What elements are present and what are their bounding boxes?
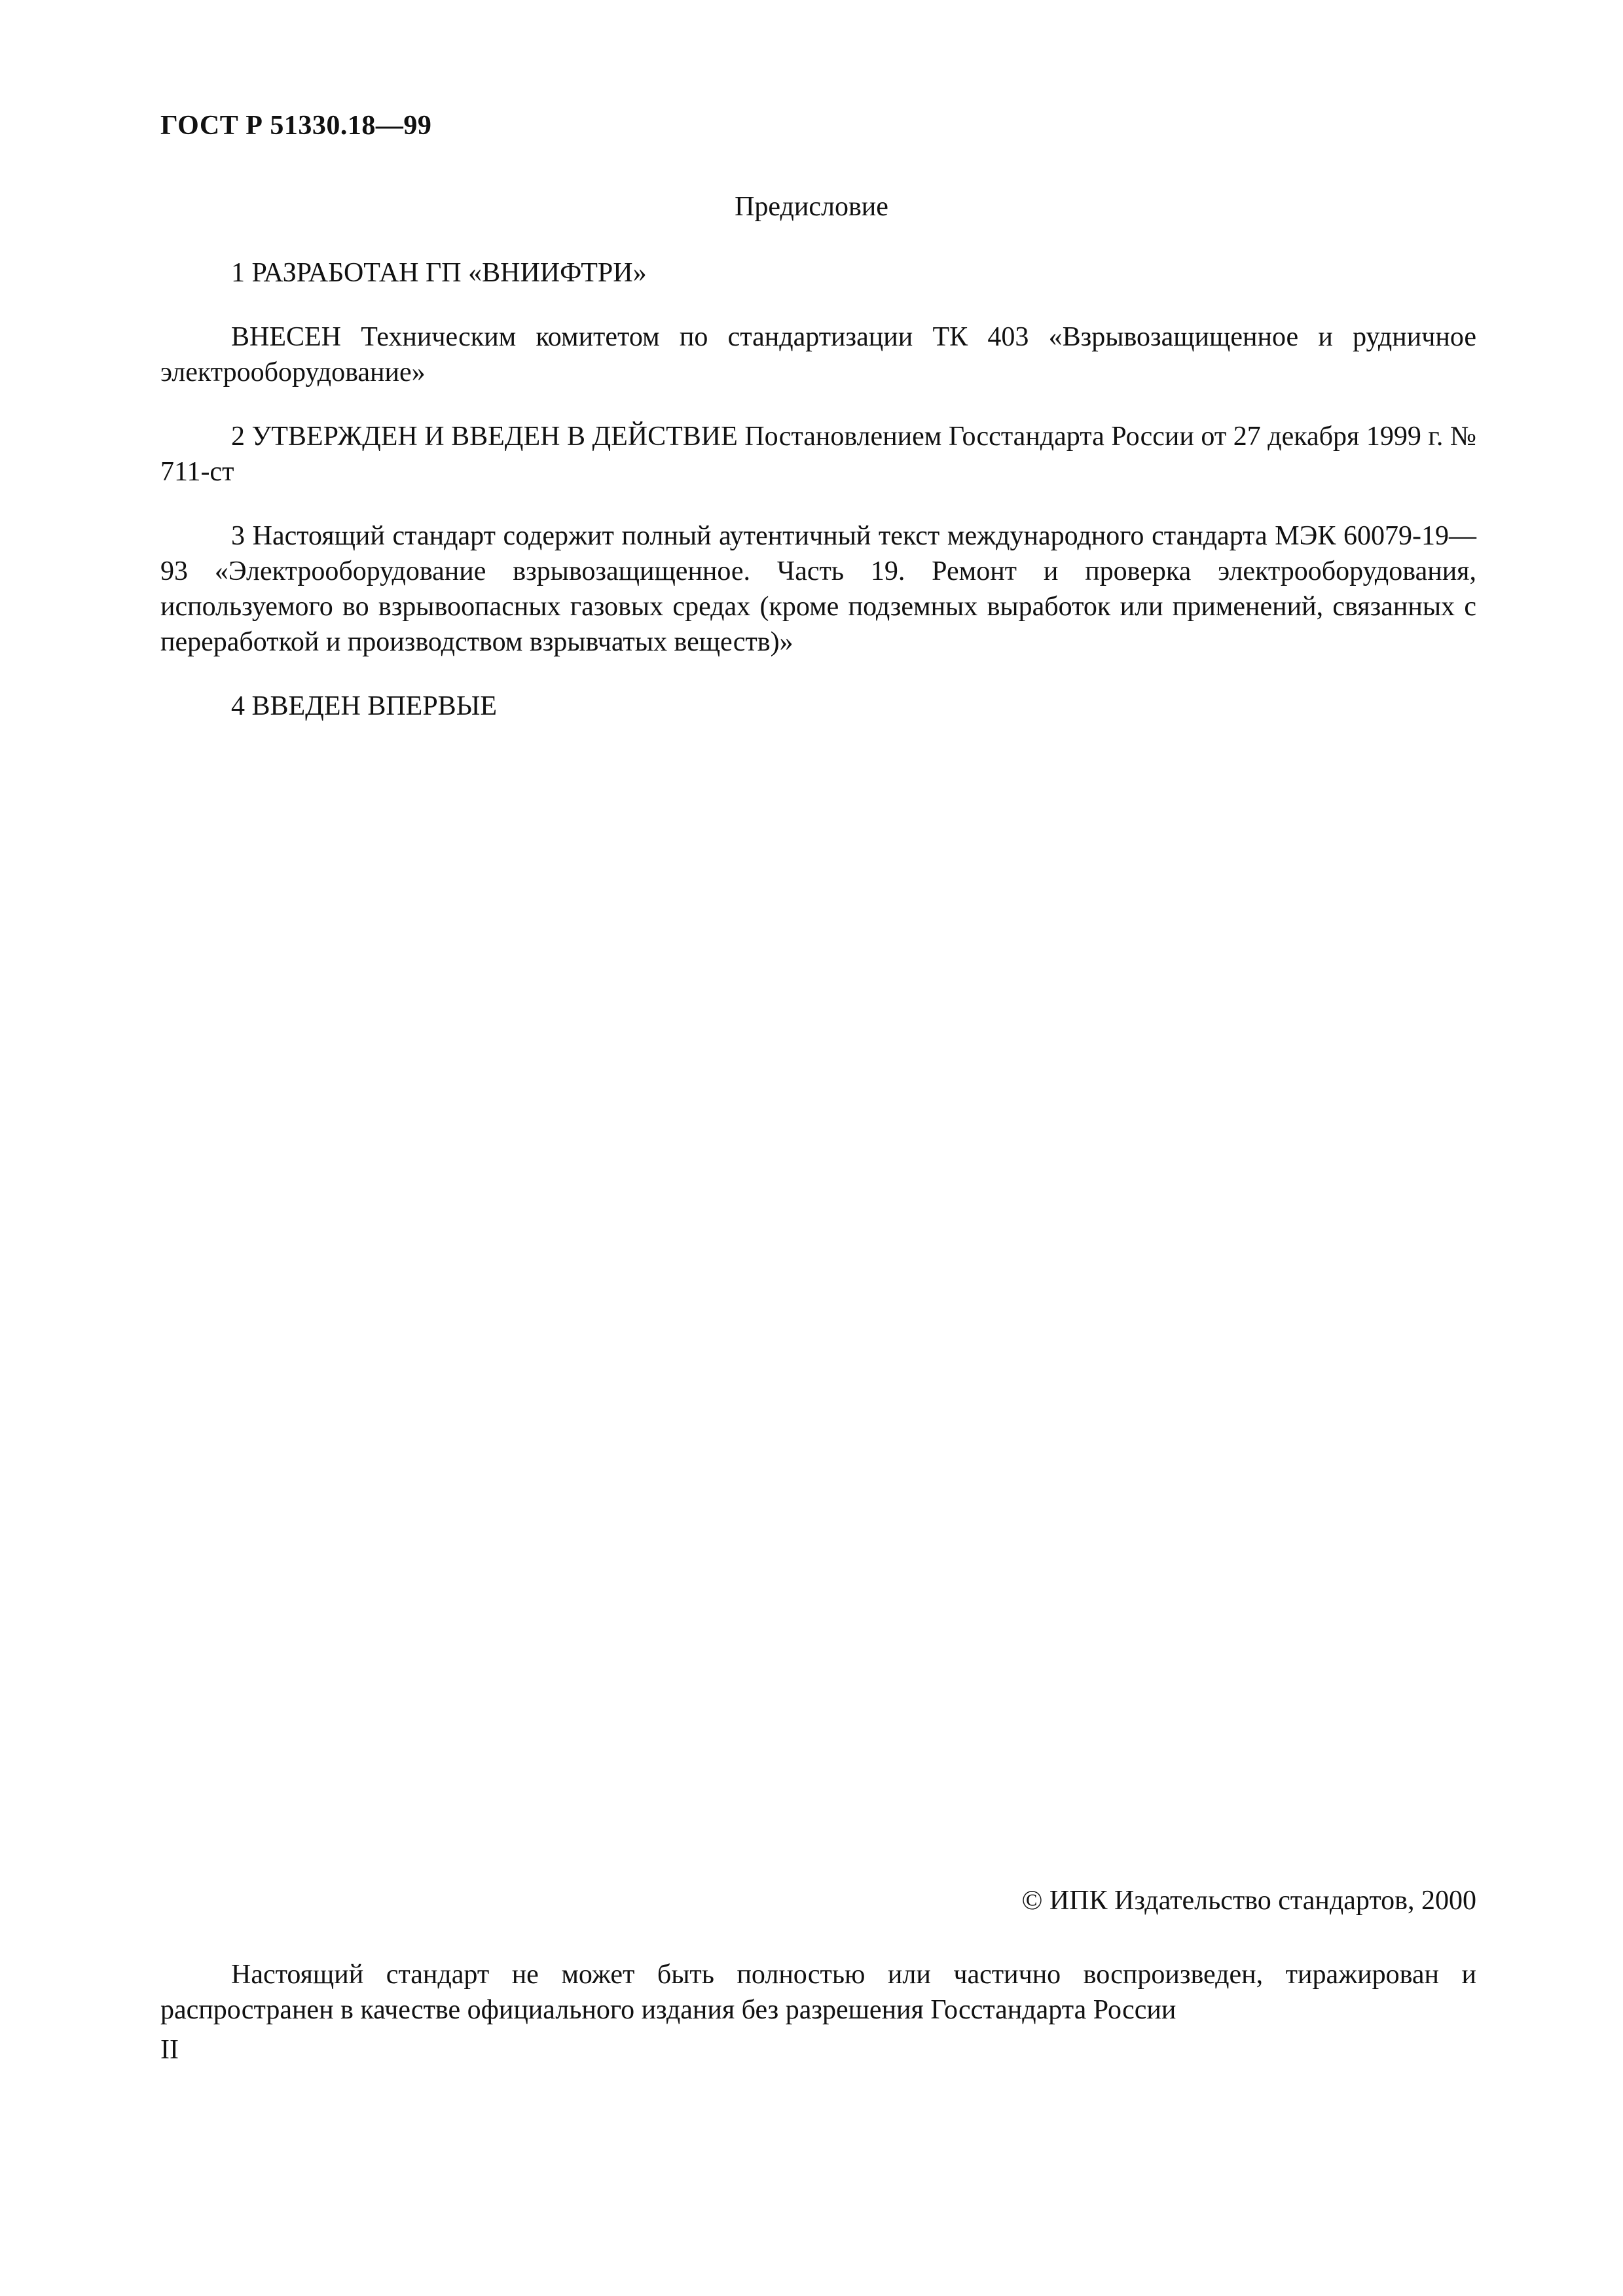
paragraph-approved: 2 УТВЕРЖДЕН И ВВЕДЕН В ДЕЙСТВИЕ Постановлением Госстандарта России от 27 декабря 1999 г. № 711-ст: [160, 422, 1476, 487]
document-code: ГОСТ Р 51330.18—99: [160, 111, 432, 141]
copyright-notice: © ИПК Издательство стандартов, 2000: [1021, 1886, 1476, 1916]
reproduction-notice: Настоящий стандарт не может быть полностью или частично воспроизведен, тиражирован и распространен в качестве официального издания без разрешения Госстандарта России: [160, 1960, 1476, 2025]
paragraph-developed-by: 1 РАЗРАБОТАН ГП «ВНИИФТРИ»: [231, 258, 647, 288]
foreword-body: [160, 255, 1476, 753]
paragraph-introduced-by: ВНЕСЕН Техническим комитетом по стандартизации ТК 403 «Взрывозащищенное и рудничное электрооборудование»: [160, 322, 1476, 387]
paragraph-authentic-text: 3 Настоящий стандарт содержит полный аутентичный текст международного стандарта МЭК 60079-19—93 «Электрооборудование взрывозащищенное. Часть 19. Ремонт и проверка электрооборудования, используемого во взрывоопасных газовых средах (кроме подземных выработок или применений, связанных с переработкой и производством взрывчатых веществ)»: [160, 521, 1476, 657]
paragraph-first-introduced: 4 ВВЕДЕН ВПЕРВЫЕ: [231, 691, 497, 721]
section-title: Предисловие: [735, 192, 888, 222]
page-number: II: [160, 2035, 179, 2065]
